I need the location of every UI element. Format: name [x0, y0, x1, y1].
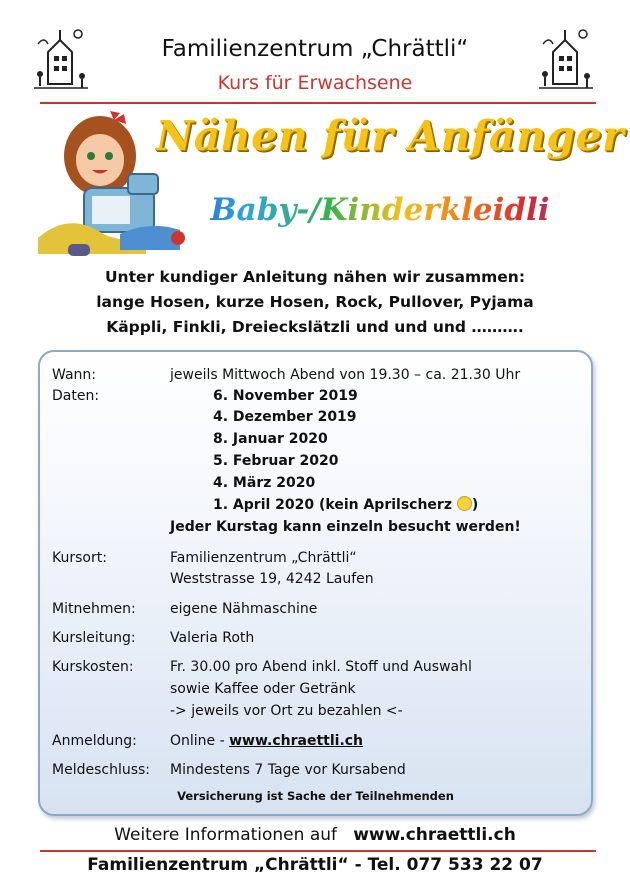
info-value: [170, 731, 550, 752]
info-label: Kurskosten:: [52, 659, 134, 675]
info-value: jeweils Mittwoch Abend von 19.30 – ca. 21.30 Uhr: [170, 367, 521, 383]
anmeldung-prefix: Online -: [170, 733, 230, 749]
course-date-last: [213, 495, 478, 516]
more-info-line: [0, 825, 630, 845]
info-value: -> jeweils vor Ort zu bezahlen <-: [170, 703, 403, 719]
registration-link[interactable]: www.chraettli.ch: [229, 733, 364, 749]
org-title: Familienzentrum „Chrättli“: [161, 36, 469, 62]
course-date: 8. Januar 2020: [213, 431, 328, 447]
insurance-note: Versicherung ist Sache der Teilnehmenden: [177, 789, 454, 803]
info-value: eigene Nähmaschine: [170, 601, 318, 617]
dates-note: Jeder Kurstag kann einzeln besucht werden!: [170, 519, 521, 535]
intro-line: Unter kundiger Anleitung nähen wir zusammen:: [104, 268, 526, 286]
date-suffix: ): [471, 497, 479, 513]
info-value: Fr. 30.00 pro Abend inkl. Stoff und Auswahl: [170, 659, 472, 675]
info-value: Weststrasse 19, 4242 Laufen: [170, 571, 374, 587]
course-date: 4. Dezember 2019: [213, 409, 357, 425]
intro-text: [0, 265, 630, 340]
info-label: Kursort:: [52, 550, 107, 566]
info-label: Daten:: [52, 388, 100, 404]
headline: Nähen für Anfänger: [155, 112, 625, 160]
course-date: 1. April 2020 (kein Aprilscherz: [213, 497, 452, 513]
course-date: 5. Februar 2020: [213, 453, 339, 469]
info-value: Valeria Roth: [170, 630, 255, 646]
course-date: 6. November 2019: [213, 388, 358, 404]
info-label: Meldeschluss:: [52, 762, 151, 778]
more-info-prefix: Weitere Informationen auf: [114, 825, 337, 845]
smiley-icon: [457, 496, 472, 511]
subheadline: Baby-/Kinderkleidli: [170, 192, 590, 228]
info-label: Wann:: [52, 367, 96, 383]
info-label: Mitnehmen:: [52, 601, 136, 617]
info-value: sowie Kaffee oder Getränk: [170, 681, 356, 697]
info-label: Kursleitung:: [52, 630, 136, 646]
website-link[interactable]: www.chraettli.ch: [353, 825, 516, 845]
bottom-divider: [40, 850, 596, 852]
info-value: Mindestens 7 Tage vor Kursabend: [170, 762, 406, 778]
intro-line: Käppli, Finkli, Dreieckslätzli und und und ……….: [106, 318, 524, 336]
intro-line: lange Hosen, kurze Hosen, Rock, Pullover, Pyjama: [96, 293, 534, 311]
footer-contact: Familienzentrum „Chrättli“ - Tel. 077 533 22 07: [87, 855, 543, 875]
course-type: Kurs für Erwachsene: [217, 72, 413, 94]
info-value: Familienzentrum „Chrättli“: [170, 550, 357, 566]
info-label: Anmeldung:: [52, 733, 137, 749]
top-divider: [40, 102, 596, 104]
course-date: 4. März 2020: [213, 475, 316, 491]
